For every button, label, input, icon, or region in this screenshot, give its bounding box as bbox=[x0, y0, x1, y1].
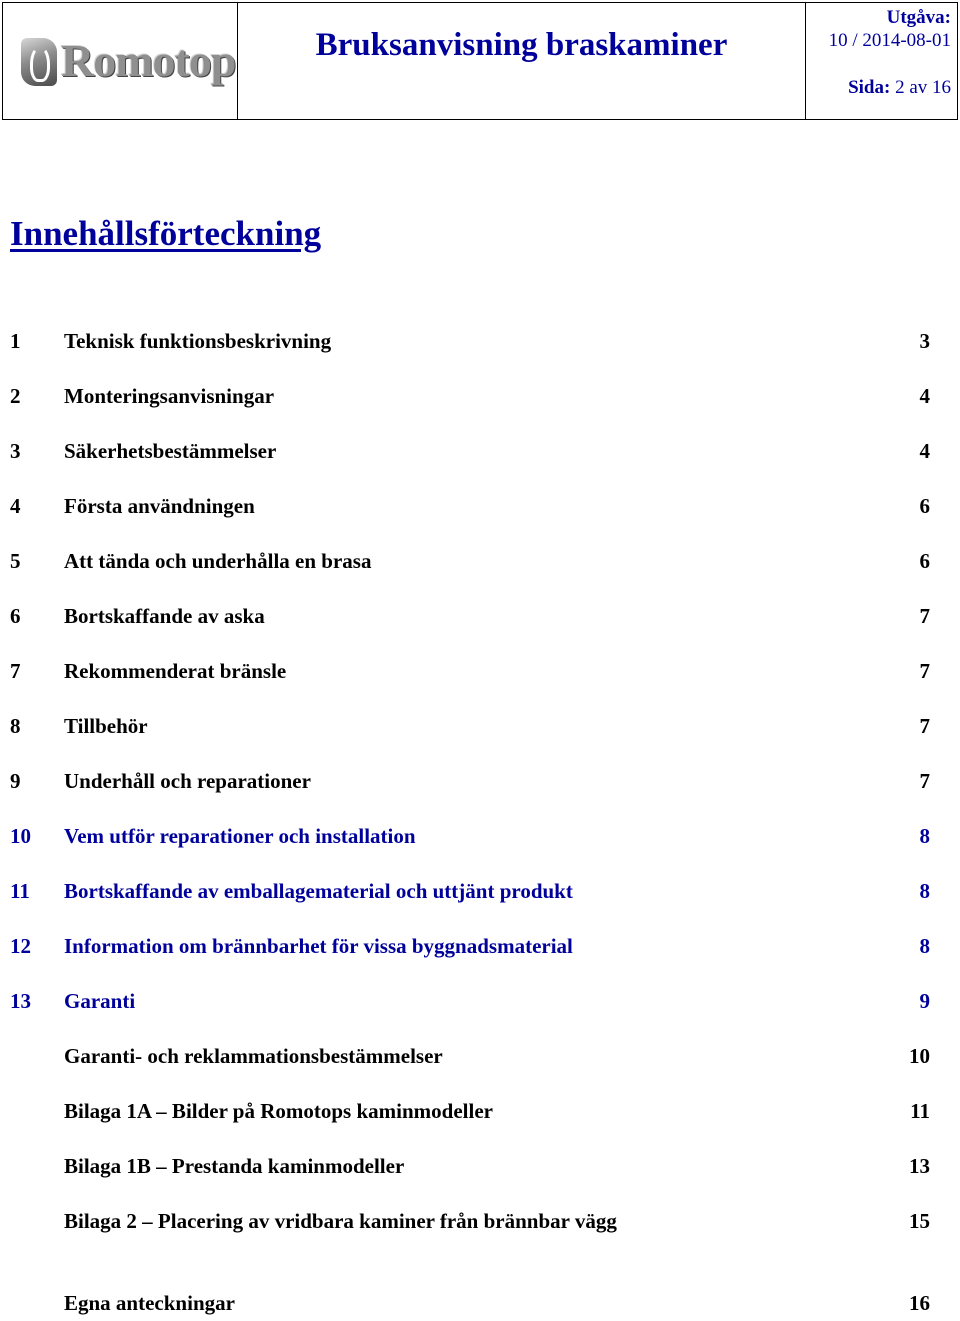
toc-entry[interactable] bbox=[0, 934, 960, 964]
toc-entry-title: Information om brännbarhet för vissa byggnadsmaterial bbox=[64, 934, 573, 958]
toc-entry-page: 16 bbox=[909, 1291, 930, 1315]
page-label: Sida: bbox=[848, 77, 891, 98]
edition-value: 10 / 2014-08-01 bbox=[828, 30, 951, 51]
toc-entry-number: 11 bbox=[10, 879, 30, 903]
toc-entry[interactable] bbox=[0, 1209, 960, 1239]
toc-entry[interactable] bbox=[0, 384, 960, 414]
logo-text: Romotop bbox=[61, 35, 236, 86]
toc-entry[interactable] bbox=[0, 659, 960, 689]
logo-cell bbox=[3, 3, 238, 119]
page-value: 2 av 16 bbox=[895, 77, 951, 98]
toc-entry-title: Bilaga 1B – Prestanda kaminmodeller bbox=[64, 1154, 405, 1178]
toc-entry-title: Rekommenderat bränsle bbox=[64, 659, 287, 683]
toc-entry-page: 3 bbox=[919, 329, 930, 353]
toc-entry-page: 7 bbox=[919, 659, 930, 683]
toc-entry-title: Tillbehör bbox=[64, 714, 148, 738]
toc-entry-page: 8 bbox=[919, 879, 930, 903]
toc-entry-number: 5 bbox=[10, 549, 21, 573]
edition-label: Utgåva: bbox=[886, 7, 951, 28]
toc-entry-page: 4 bbox=[919, 439, 930, 463]
toc-entry-title: Teknisk funktionsbeskrivning bbox=[64, 329, 332, 353]
document-title: Bruksanvisning braskaminer bbox=[315, 27, 728, 63]
toc-entry-page: 15 bbox=[909, 1209, 930, 1233]
toc-entry-title: Säkerhetsbestämmelser bbox=[64, 439, 277, 463]
toc-entry-page: 10 bbox=[909, 1044, 930, 1068]
toc-entry-number: 13 bbox=[10, 989, 31, 1013]
toc-entry-title: Att tända och underhålla en brasa bbox=[64, 549, 372, 573]
toc-entry[interactable] bbox=[0, 549, 960, 579]
toc-entry[interactable] bbox=[0, 1099, 960, 1129]
toc-entry-number: 4 bbox=[10, 494, 21, 518]
toc-entry[interactable] bbox=[0, 1154, 960, 1184]
toc-entry-page: 6 bbox=[919, 494, 930, 518]
toc-entry-page: 4 bbox=[919, 384, 930, 408]
toc-entry-number: 8 bbox=[10, 714, 21, 738]
toc-entry[interactable] bbox=[0, 879, 960, 909]
toc-entry-title: Garanti- och reklammationsbestämmelser bbox=[64, 1044, 443, 1068]
toc-entry-page: 7 bbox=[919, 604, 930, 628]
toc-entry[interactable] bbox=[0, 824, 960, 854]
toc-entry[interactable] bbox=[0, 769, 960, 799]
toc-entry-number: 10 bbox=[10, 824, 31, 848]
toc-entry-number: 12 bbox=[10, 934, 31, 958]
toc-entry-page: 8 bbox=[919, 824, 930, 848]
toc-entry-title: Egna anteckningar bbox=[64, 1291, 235, 1315]
toc-entry-page: 13 bbox=[909, 1154, 930, 1178]
toc-entry-number: 9 bbox=[10, 769, 21, 793]
toc-entry-title: Bortskaffande av aska bbox=[64, 604, 265, 628]
toc-entry[interactable] bbox=[0, 439, 960, 469]
toc-entry[interactable] bbox=[0, 1044, 960, 1074]
toc-entry-title: Vem utför reparationer och installation bbox=[64, 824, 416, 848]
toc-entry-title: Underhåll och reparationer bbox=[64, 769, 311, 793]
edition-value-line bbox=[829, 30, 951, 52]
toc-entry-number: 1 bbox=[10, 329, 21, 353]
toc-entry-title: Första användningen bbox=[64, 494, 255, 518]
romotop-logo bbox=[21, 34, 236, 92]
page-header bbox=[2, 2, 958, 120]
toc-entry-number: 2 bbox=[10, 384, 21, 408]
toc-entry[interactable] bbox=[0, 604, 960, 634]
toc-entry[interactable] bbox=[0, 989, 960, 1019]
toc-entry[interactable] bbox=[0, 494, 960, 524]
toc-entry-number: 6 bbox=[10, 604, 21, 628]
toc-heading: Innehållsförteckning bbox=[10, 214, 322, 253]
toc-entry-number: 3 bbox=[10, 439, 21, 463]
page-info-line bbox=[848, 77, 951, 99]
toc-entry-title: Bilaga 2 – Placering av vridbara kaminer från brännbar vägg bbox=[64, 1209, 617, 1233]
toc-entry[interactable] bbox=[0, 329, 960, 359]
toc-entry-page: 7 bbox=[919, 769, 930, 793]
toc-entry-number: 7 bbox=[10, 659, 21, 683]
toc-entry-page: 8 bbox=[919, 934, 930, 958]
toc-entry[interactable] bbox=[0, 1291, 960, 1321]
toc-entry[interactable] bbox=[0, 714, 960, 744]
toc-entry-page: 6 bbox=[919, 549, 930, 573]
edition-label-line bbox=[887, 7, 951, 29]
info-cell bbox=[806, 3, 959, 119]
toc-entry-title: Bilaga 1A – Bilder på Romotops kaminmodeller bbox=[64, 1099, 493, 1123]
toc-entry-title: Bortskaffande av emballagematerial och uttjänt produkt bbox=[64, 879, 573, 903]
toc-entry-title: Garanti bbox=[64, 989, 136, 1013]
toc-entry-page: 11 bbox=[910, 1099, 930, 1123]
title-cell bbox=[238, 3, 806, 119]
toc-entry-title: Monteringsanvisningar bbox=[64, 384, 275, 408]
toc-entry-page: 9 bbox=[919, 989, 930, 1013]
toc-entry-page: 7 bbox=[919, 714, 930, 738]
flame-logo-icon bbox=[21, 38, 57, 86]
